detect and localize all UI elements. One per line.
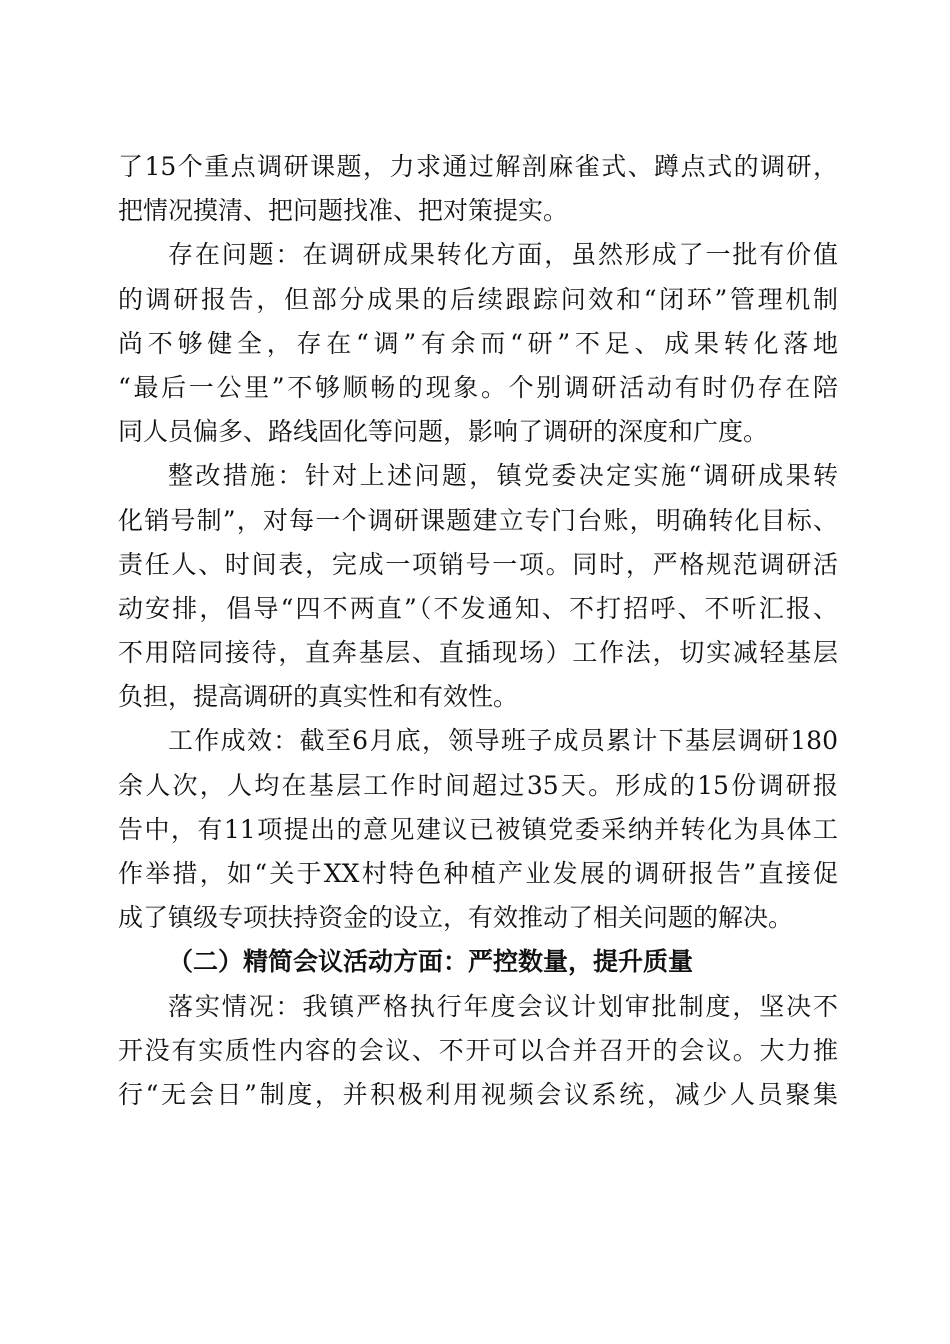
text-line: 行“无会日”制度，并积极利用视频会议系统，减少人员聚集 bbox=[118, 1079, 838, 1109]
paragraph-start-line: 工作成效：截至6月底，领导班子成员累计下基层调研180 bbox=[168, 726, 838, 756]
text-line: 化销号制”，对每一个调研课题建立专门台账，明确转化目标、 bbox=[118, 505, 838, 535]
text-line: 动安排，倡导“四不两直”（不发通知、不打招呼、不听汇报、 bbox=[118, 593, 838, 623]
text-line: 负担，提高调研的真实性和有效性。 bbox=[118, 682, 519, 712]
paragraph-start-line: 落实情况：我镇严格执行年度会议计划审批制度，坚决不 bbox=[168, 991, 838, 1021]
text-line: 开没有实质性内容的会议、不开可以合并召开的会议。大力推 bbox=[118, 1035, 838, 1065]
text-line: 尚不够健全，存在“调”有余而“研”不足、成果转化落地 bbox=[118, 328, 838, 358]
section-heading: （二）精简会议活动方面：严控数量，提升质量 bbox=[168, 947, 694, 977]
text-line: 不用陪同接待，直奔基层、直插现场）工作法，切实减轻基层 bbox=[118, 638, 838, 668]
paragraph-start-line: 整改措施：针对上述问题，镇党委决定实施“调研成果转 bbox=[168, 461, 838, 491]
text-line: 同人员偏多、路线固化等问题，影响了调研的深度和广度。 bbox=[118, 417, 769, 447]
text-line: 余人次，人均在基层工作时间超过35天。形成的15份调研报 bbox=[118, 770, 838, 800]
text-line: 成了镇级专项扶持资金的设立，有效推动了相关问题的解决。 bbox=[118, 903, 794, 933]
text-line: 把情况摸清、把问题找准、把对策提实。 bbox=[118, 196, 569, 226]
text-line: 的调研报告，但部分成果的后续跟踪问效和“闭环”管理机制 bbox=[118, 284, 838, 314]
text-line: 告中，有11项提出的意见建议已被镇党委采纳并转化为具体工 bbox=[118, 814, 838, 844]
text-line: 作举措，如“关于XX村特色种植产业发展的调研报告”直接促 bbox=[118, 859, 838, 888]
text-line: “最后一公里”不够顺畅的现象。个别调研活动有时仍存在陪 bbox=[118, 372, 838, 402]
text-line: 了15个重点调研课题，力求通过解剖麻雀式、蹲点式的调研， bbox=[118, 152, 838, 181]
text-line: 责任人、时间表，完成一项销号一项。同时，严格规范调研活 bbox=[118, 549, 838, 579]
body-text bbox=[118, 145, 838, 1117]
paragraph-start-line: 存在问题：在调研成果转化方面，虽然形成了一批有价值 bbox=[168, 240, 838, 270]
